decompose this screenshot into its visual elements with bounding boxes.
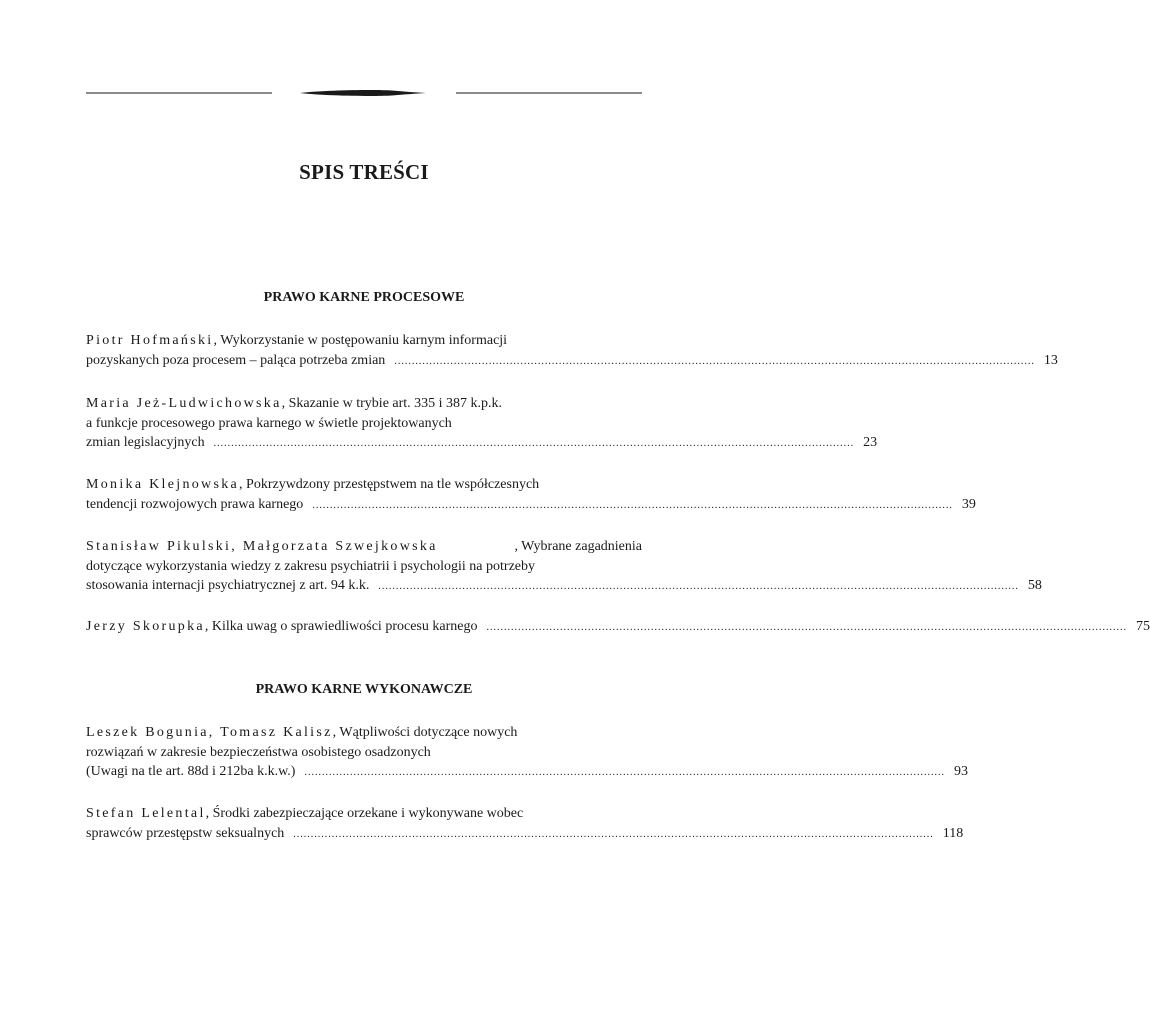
entry-title-line: , Kilka uwag o sprawiedliwości procesu karnego [204, 619, 478, 634]
entry-title-line: rozwiązań w zakresie bezpieczeństwa osobistego osadzonych [86, 744, 431, 760]
entry-title-line: pozyskanych poza procesem – paląca potrzeba zmian [86, 352, 386, 368]
toc-entry[interactable] [86, 804, 964, 843]
entry-title-line: tendencji rozwojowych prawa karnego [86, 496, 304, 512]
entry-title-line: , Pokrzywdzony przestępstwem na tle współczesnych [239, 477, 540, 492]
entry-title-line: sprawców przestępstw seksualnych [86, 825, 285, 841]
section-heading-wykonawcze: PRAWO KARNE WYKONAWCZE [255, 682, 473, 697]
toc-entry[interactable] [86, 394, 878, 453]
entry-page-number: 118 [942, 825, 964, 841]
dot-leader: ....................................................................................................................................................................................... [213, 438, 855, 449]
toc-entry[interactable] [86, 617, 1150, 637]
dot-leader: ....................................................................................................................................................................................... [394, 355, 1035, 367]
entry-title-line: , Skazanie w trybie art. 335 i 387 k.p.k. [281, 396, 503, 411]
section-heading-procesowe: PRAWO KARNE PROCESOWE [263, 290, 465, 305]
toc-entry[interactable] [86, 475, 976, 514]
entry-title-line: dotyczące wykorzystania wiedzy z zakresu psychiatrii i psychologii na potrzeby [86, 558, 536, 574]
entry-authors: Piotr Hofmański [86, 333, 214, 348]
entry-authors: Jerzy Skorupka [86, 619, 205, 634]
page-title: SPIS TREŚCI [299, 160, 429, 184]
toc-entry[interactable] [86, 723, 968, 782]
toc-entry[interactable] [86, 537, 1042, 596]
entry-authors: Maria Jeż-Ludwichowska [86, 396, 282, 411]
toc-entry[interactable] [86, 331, 1058, 370]
entry-title-line: , Wybrane zagadnienia [514, 539, 642, 554]
dot-leader: ....................................................................................................................................................................................... [486, 622, 1127, 633]
ornament-center-swash [300, 90, 426, 96]
entry-page-number: 58 [1027, 578, 1042, 593]
entry-authors: Stefan Lelental [86, 806, 206, 821]
dot-leader: ....................................................................................................................................................................................... [293, 828, 934, 840]
dot-leader: ....................................................................................................................................................................................... [378, 581, 1019, 592]
entry-authors: Leszek Bogunia, Tomasz Kalisz [86, 725, 333, 740]
entry-authors: Monika Klejnowska [86, 477, 240, 492]
entry-page-number: 23 [863, 435, 878, 450]
entry-authors: Stanisław Pikulski, Małgorzata Szwejkowska [86, 539, 438, 554]
dot-leader: ....................................................................................................................................................................................... [304, 767, 945, 778]
header-ornament [86, 86, 642, 102]
entry-title-line: , Środki zabezpieczające orzekane i wykonywane wobec [205, 806, 524, 821]
entry-title-line: zmian legislacyjnych [86, 435, 205, 450]
entry-page-number: 13 [1043, 352, 1058, 368]
entry-page-number: 75 [1135, 619, 1150, 634]
entry-page-number: 93 [953, 764, 968, 779]
entry-title-line: , Wątpliwości dotyczące nowych [332, 725, 518, 740]
entry-title-line: , Wykorzystanie w postępowaniu karnym informacji [213, 333, 508, 348]
entry-title-line: stosowania internacji psychiatrycznej z art. 94 k.k. [86, 578, 370, 593]
entry-title-line: (Uwagi na tle art. 88d i 212ba k.k.w.) [86, 764, 296, 779]
entry-title-line: a funkcje procesowego prawa karnego w świetle projektowanych [86, 415, 452, 431]
entry-page-number: 39 [961, 496, 976, 512]
dot-leader: ....................................................................................................................................................................................... [312, 499, 953, 511]
